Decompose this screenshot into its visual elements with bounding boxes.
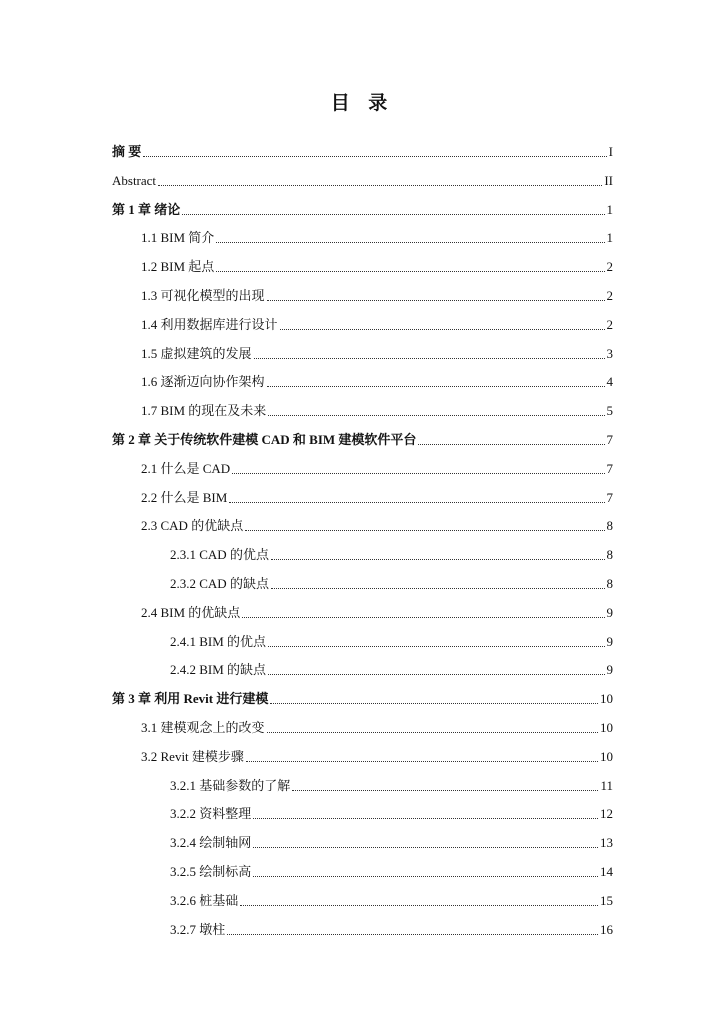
dot-leader [268,646,604,647]
toc-entry-page-number: 9 [606,633,613,649]
toc-entry-label: 1.6 逐渐迈向协作架构 [141,374,265,390]
toc-entry-label: 1.1 BIM 简介 [141,230,215,246]
toc-entry-page-number: 7 [606,432,613,447]
dot-leader [268,674,604,675]
toc-entry-label: 2.3.2 CAD 的缺点 [170,576,269,591]
toc-entry-label: 1.7 BIM 的现在及未来 [141,403,267,419]
toc-entry [141,226,613,246]
toc-entry-page-number: 7 [606,460,613,476]
dot-leader [182,214,604,215]
toc-entry [170,543,613,563]
dot-leader [229,502,604,503]
toc-entry [141,284,613,304]
toc-entry [170,572,613,592]
toc-entry [112,140,613,160]
dot-leader [246,761,598,762]
toc-entry-label: 3.2.6 桩基础 [170,892,239,908]
dot-leader [253,818,598,819]
dot-leader [268,415,604,416]
toc-entry [112,198,613,218]
toc-entry-label: 2.4.2 BIM 的缺点 [170,662,267,678]
dot-leader [270,703,598,704]
toc-entry-page-number: 15 [600,892,613,908]
page-title: 目 录 [330,92,394,114]
toc-entry-page-number: 13 [600,835,613,851]
toc-entry [112,169,613,189]
toc-entry-label: 3.1 建模观念上的改变 [141,720,265,735]
toc-entry [170,802,613,822]
toc-entry-page-number: 16 [600,921,613,937]
toc-entry [141,486,613,506]
toc-entry [170,889,613,909]
dot-leader [216,271,604,272]
dot-leader [267,732,598,733]
dot-leader [158,185,602,186]
toc-entry-label: Abstract [112,172,157,188]
toc-entry-page-number: 9 [606,662,613,678]
toc-entry [141,342,613,362]
toc-entry-label: 3.2.2 资料整理 [170,806,252,822]
toc-entry-label: 摘 要 [112,144,142,159]
toc-entry-label: 2.1 什么是 CAD [141,460,231,476]
dot-leader [242,617,604,618]
toc-entry-label: 3.2.1 基础参数的了解 [170,777,291,793]
toc-entry-page-number: 9 [606,604,613,620]
toc-entry [112,687,613,707]
toc-entry-label: 1.2 BIM 起点 [141,259,215,275]
toc-entry-page-number: II [604,172,613,188]
toc-entry-page-number: 2 [606,288,613,303]
toc-entry-label: 3.2.7 墩柱 [170,921,226,937]
toc-entry-label: 第 2 章 关于传统软件建模 CAD 和 BIM 建模软件平台 [112,432,417,447]
dot-leader [253,876,598,877]
toc-entry [141,745,613,765]
dot-leader [418,444,604,445]
dot-leader [232,473,604,474]
toc-entry [170,774,613,794]
toc-entry [170,918,613,938]
toc-entry-page-number: 10 [600,720,613,735]
toc-entry [170,658,613,678]
toc-entry-page-number: 2 [606,259,613,275]
toc-entry [141,255,613,275]
toc-entry [141,399,613,419]
dot-leader [253,847,598,848]
toc-entry-label: 1.5 虚拟建筑的发展 [141,345,252,361]
dot-leader [216,242,604,243]
toc-entry [141,601,613,621]
toc-entry-page-number: 8 [606,576,613,591]
dot-leader [267,300,605,301]
dot-leader [245,530,604,531]
toc-entry-label: 1.3 可视化模型的出现 [141,288,265,303]
dot-leader [292,790,598,791]
toc-entry-label: 2.4 BIM 的优缺点 [141,604,241,620]
dot-leader [254,358,605,359]
toc-entry-label: 3.2.5 绘制标高 [170,864,252,879]
toc-entry-page-number: I [608,144,613,159]
toc-entry-page-number: 12 [600,806,613,822]
toc-entry [141,457,613,477]
toc-entry [170,831,613,851]
dot-leader [267,386,605,387]
toc-entry [170,630,613,650]
toc-entry-label: 1.4 利用数据库进行设计 [141,316,278,332]
toc-entry-page-number: 7 [606,489,613,505]
toc-entry-label: 2.3.1 CAD 的优点 [170,547,269,563]
toc-entry-page-number: 10 [600,691,613,707]
toc-entry-label: 2.2 什么是 BIM [141,489,228,505]
toc-entry [141,514,613,534]
toc-entry-page-number: 4 [606,374,613,390]
toc-entry-label: 3.2.4 绘制轴网 [170,835,252,851]
dot-leader [143,156,606,157]
dot-leader [240,905,598,906]
toc-entry [141,370,613,390]
dot-leader [227,934,598,935]
toc-entry-page-number: 8 [606,547,613,563]
toc-entry-page-number: 1 [606,201,613,217]
toc-entry-label: 第 3 章 利用 Revit 进行建模 [112,691,269,707]
toc-entry-page-number: 2 [606,316,613,332]
toc-entry-label: 2.4.1 BIM 的优点 [170,633,267,649]
toc-entry-label: 2.3 CAD 的优缺点 [141,518,244,534]
toc-entry [141,313,613,333]
toc-entry-page-number: 1 [606,230,613,246]
dot-leader [280,329,605,330]
toc-entry-label: 第 1 章 绪论 [112,201,181,217]
toc-entry-page-number: 5 [606,403,613,419]
toc-entry-page-number: 11 [600,777,613,793]
toc-entry-page-number: 10 [600,748,613,764]
toc-entry-page-number: 8 [606,518,613,534]
dot-leader [271,559,605,560]
toc-entry-page-number: 3 [606,345,613,361]
toc-entry [141,716,613,736]
toc-entry [112,428,613,448]
toc-entry [170,860,613,880]
dot-leader [271,588,605,589]
toc-entry-label: 3.2 Revit 建模步骤 [141,748,244,764]
toc-entry-page-number: 14 [600,864,613,879]
